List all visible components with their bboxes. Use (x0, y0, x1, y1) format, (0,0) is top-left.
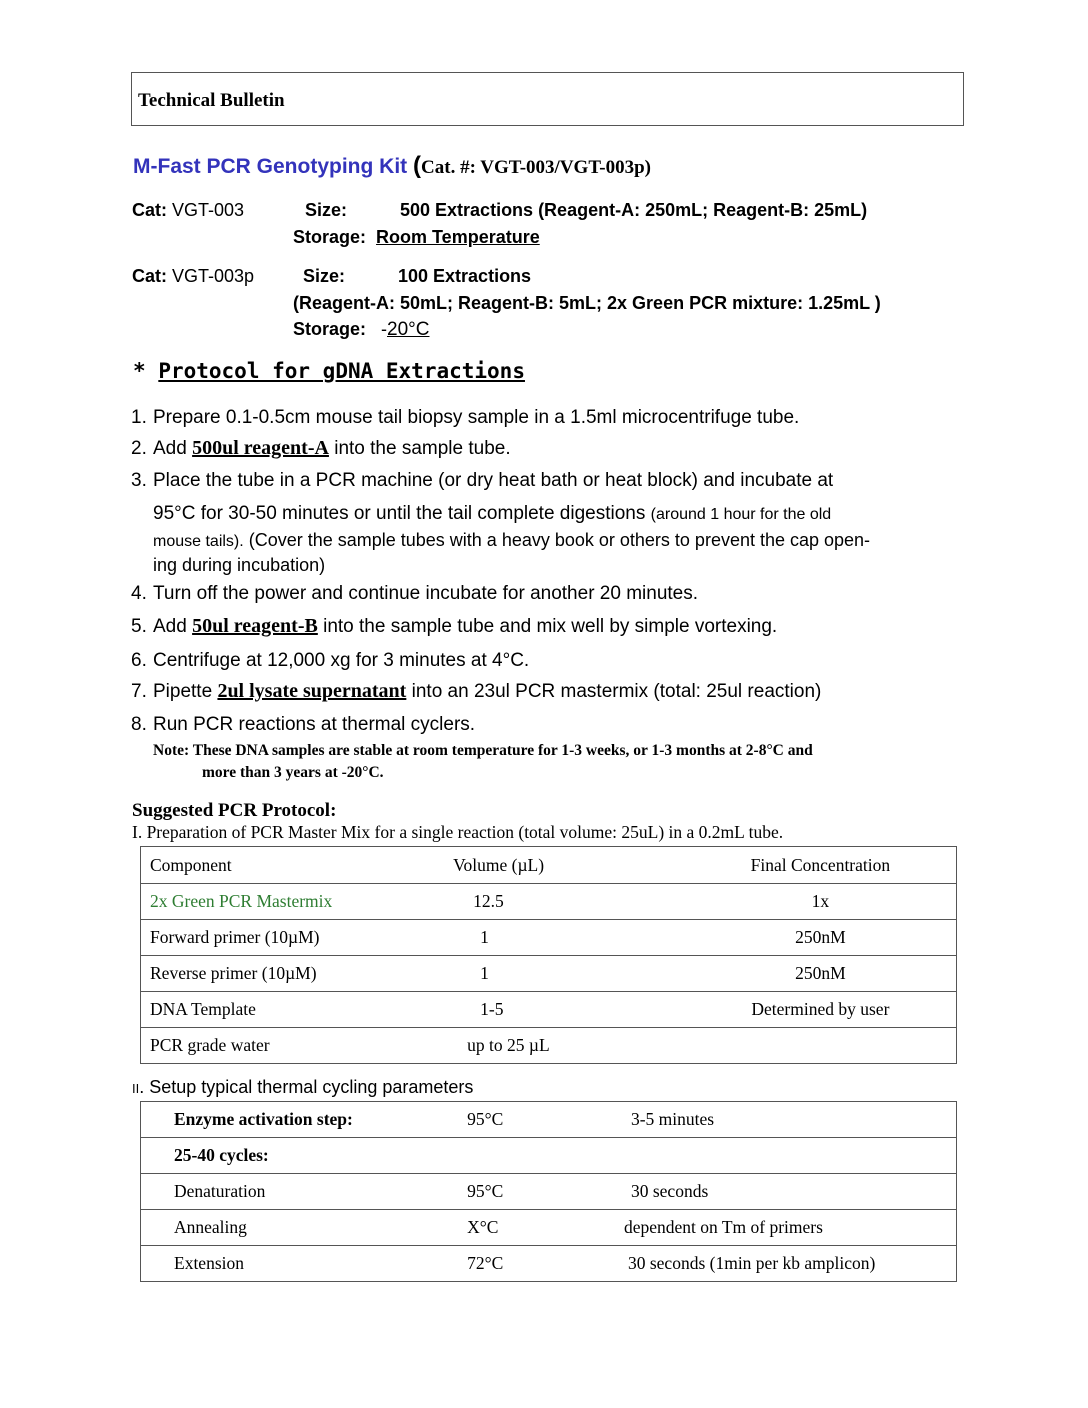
step-2-reagent: 500ul reagent-A (192, 437, 329, 459)
pcr-protocol-heading: Suggested PCR Protocol: (132, 800, 337, 821)
kit-name: M-Fast PCR Genotyping Kit (133, 155, 408, 178)
cycling-row (141, 1138, 957, 1174)
product-2-size-value: 100 Extractions (398, 266, 532, 286)
cycling-temp-cell: 72°C (445, 1246, 595, 1282)
product-2-size-label: Size: (303, 266, 346, 286)
component-cell: Component (141, 847, 441, 884)
concentration-cell (685, 1028, 957, 1064)
step-5: 5. Add 50ul reagent-B into the sample tube and mix well by simple vortexing. (131, 615, 778, 637)
bulletin-header-box (131, 72, 964, 126)
product-1-cat: Cat: VGT-003 (132, 200, 245, 220)
step-7: 7. Pipette 2ul lysate supernatant into an 23ul PCR mastermix (total: 25ul reaction) (131, 680, 822, 702)
cycling-row (141, 1246, 957, 1282)
product-1-size-label: Size: (305, 200, 348, 220)
kit-cat-numbers: Cat. #: VGT-003/VGT-003p) (421, 157, 651, 178)
mastermix-row (141, 920, 957, 956)
cycling-temp-cell (445, 1138, 595, 1174)
cycling-time-cell: 30 seconds (1min per kb amplicon) (595, 1246, 957, 1282)
stability-note-line-1: Note: These DNA samples are stable at room temperature for 1-3 weeks, or 1-3 months at 2-8°C and (153, 742, 813, 759)
cycling-time-cell: 30 seconds (595, 1174, 957, 1210)
mastermix-row (141, 956, 957, 992)
step-3-line-1: 3. Place the tube in a PCR machine (or dry heat bath or heat block) and incubate at (131, 470, 834, 491)
cycling-step-cell: Extension (141, 1246, 446, 1282)
volume-cell: Volume (µL) (440, 847, 685, 884)
step-8: 8. Run PCR reactions at thermal cyclers. (131, 714, 476, 735)
component-cell: 2x Green PCR Mastermix (141, 884, 441, 920)
product-1-storage: Storage: Room Temperature (293, 227, 540, 247)
cycling-temp-cell: X°C (445, 1210, 595, 1246)
concentration-cell: Determined by user (685, 992, 957, 1028)
concentration-cell: 250nM (685, 956, 957, 992)
step-3-line-4: ing during incubation) (153, 555, 326, 575)
volume-cell: 1-5 (440, 992, 685, 1028)
kit-title (133, 152, 651, 180)
product-2-cat: Cat: VGT-003p (132, 266, 255, 286)
mastermix-row (141, 992, 957, 1028)
component-cell: Forward primer (10µM) (141, 920, 441, 956)
protocol-star: * (133, 359, 146, 383)
volume-cell: 1 (440, 920, 685, 956)
bulletin-header-label: Technical Bulletin (138, 90, 285, 111)
component-cell: DNA Template (141, 992, 441, 1028)
mastermix-table (140, 846, 957, 1064)
mastermix-row (141, 884, 957, 920)
cycling-row (141, 1174, 957, 1210)
cycling-time-cell (595, 1138, 957, 1174)
cycling-time-cell: dependent on Tm of primers (595, 1210, 957, 1246)
step-5-reagent: 50ul reagent-B (192, 615, 318, 637)
product-2-storage-value: 20°C (387, 319, 430, 340)
step-2: 2. Add 500ul reagent-A into the sample tube. (131, 437, 511, 459)
product-1-storage-value: Room Temperature (376, 227, 540, 247)
mastermix-row (141, 1028, 957, 1064)
cycling-time-cell: 3-5 minutes (595, 1102, 957, 1138)
step-3-line-2: 95°C for 30-50 minutes or until the tail complete digestions (around 1 hour for the old (153, 503, 832, 524)
concentration-cell: 250nM (685, 920, 957, 956)
step-3-line-3: mouse tails). (Cover the sample tubes with a heavy book or others to prevent the cap open- (153, 530, 871, 550)
cycling-step-cell: Enzyme activation step: (141, 1102, 446, 1138)
cycling-row (141, 1102, 957, 1138)
protocol-title: Protocol for gDNA Extractions (158, 359, 525, 383)
step-6: 6. Centrifuge at 12,000 xg for 3 minutes at 4°C. (131, 650, 530, 671)
cycling-step-cell: Annealing (141, 1210, 446, 1246)
volume-cell: 1 (440, 956, 685, 992)
cycling-temp-cell: 95°C (445, 1102, 595, 1138)
volume-cell: 12.5 (440, 884, 685, 920)
mastermix-instructions: I. Preparation of PCR Master Mix for a single reaction (total volume: 25uL) in a 0.2mL tube. (132, 822, 784, 842)
volume-cell: up to 25 µL (440, 1028, 685, 1064)
step-1: 1. Prepare 0.1-0.5cm mouse tail biopsy sample in a 1.5ml microcentrifuge tube. (131, 407, 800, 428)
step-7-lysate: 2ul lysate supernatant (217, 680, 407, 702)
step-4: 4. Turn off the power and continue incubate for another 20 minutes. (131, 583, 699, 604)
product-1-size-value: 500 Extractions (Reagent-A: 250mL; Reagent-B: 25mL) (400, 200, 868, 220)
protocol-heading (133, 359, 525, 383)
mastermix-header-row (141, 847, 957, 884)
cycling-instructions: II. Setup typical thermal cycling parameters (132, 1077, 474, 1097)
component-cell: PCR grade water (141, 1028, 441, 1064)
stability-note-line-2: more than 3 years at -20°C. (202, 764, 384, 781)
cycling-step-cell: 25-40 cycles: (141, 1138, 446, 1174)
concentration-cell: 1x (685, 884, 957, 920)
component-cell: Reverse primer (10µM) (141, 956, 441, 992)
product-2-size-detail: (Reagent-A: 50mL; Reagent-B: 5mL; 2x Green PCR mixture: 1.25mL ) (293, 293, 881, 313)
kit-paren: ( (413, 152, 422, 179)
cycling-temp-cell: 95°C (445, 1174, 595, 1210)
product-2-storage: Storage: -20°C (293, 319, 430, 340)
cycling-row (141, 1210, 957, 1246)
cycling-table (140, 1101, 957, 1282)
cycling-step-cell: Denaturation (141, 1174, 446, 1210)
concentration-cell: Final Concentration (685, 847, 957, 884)
